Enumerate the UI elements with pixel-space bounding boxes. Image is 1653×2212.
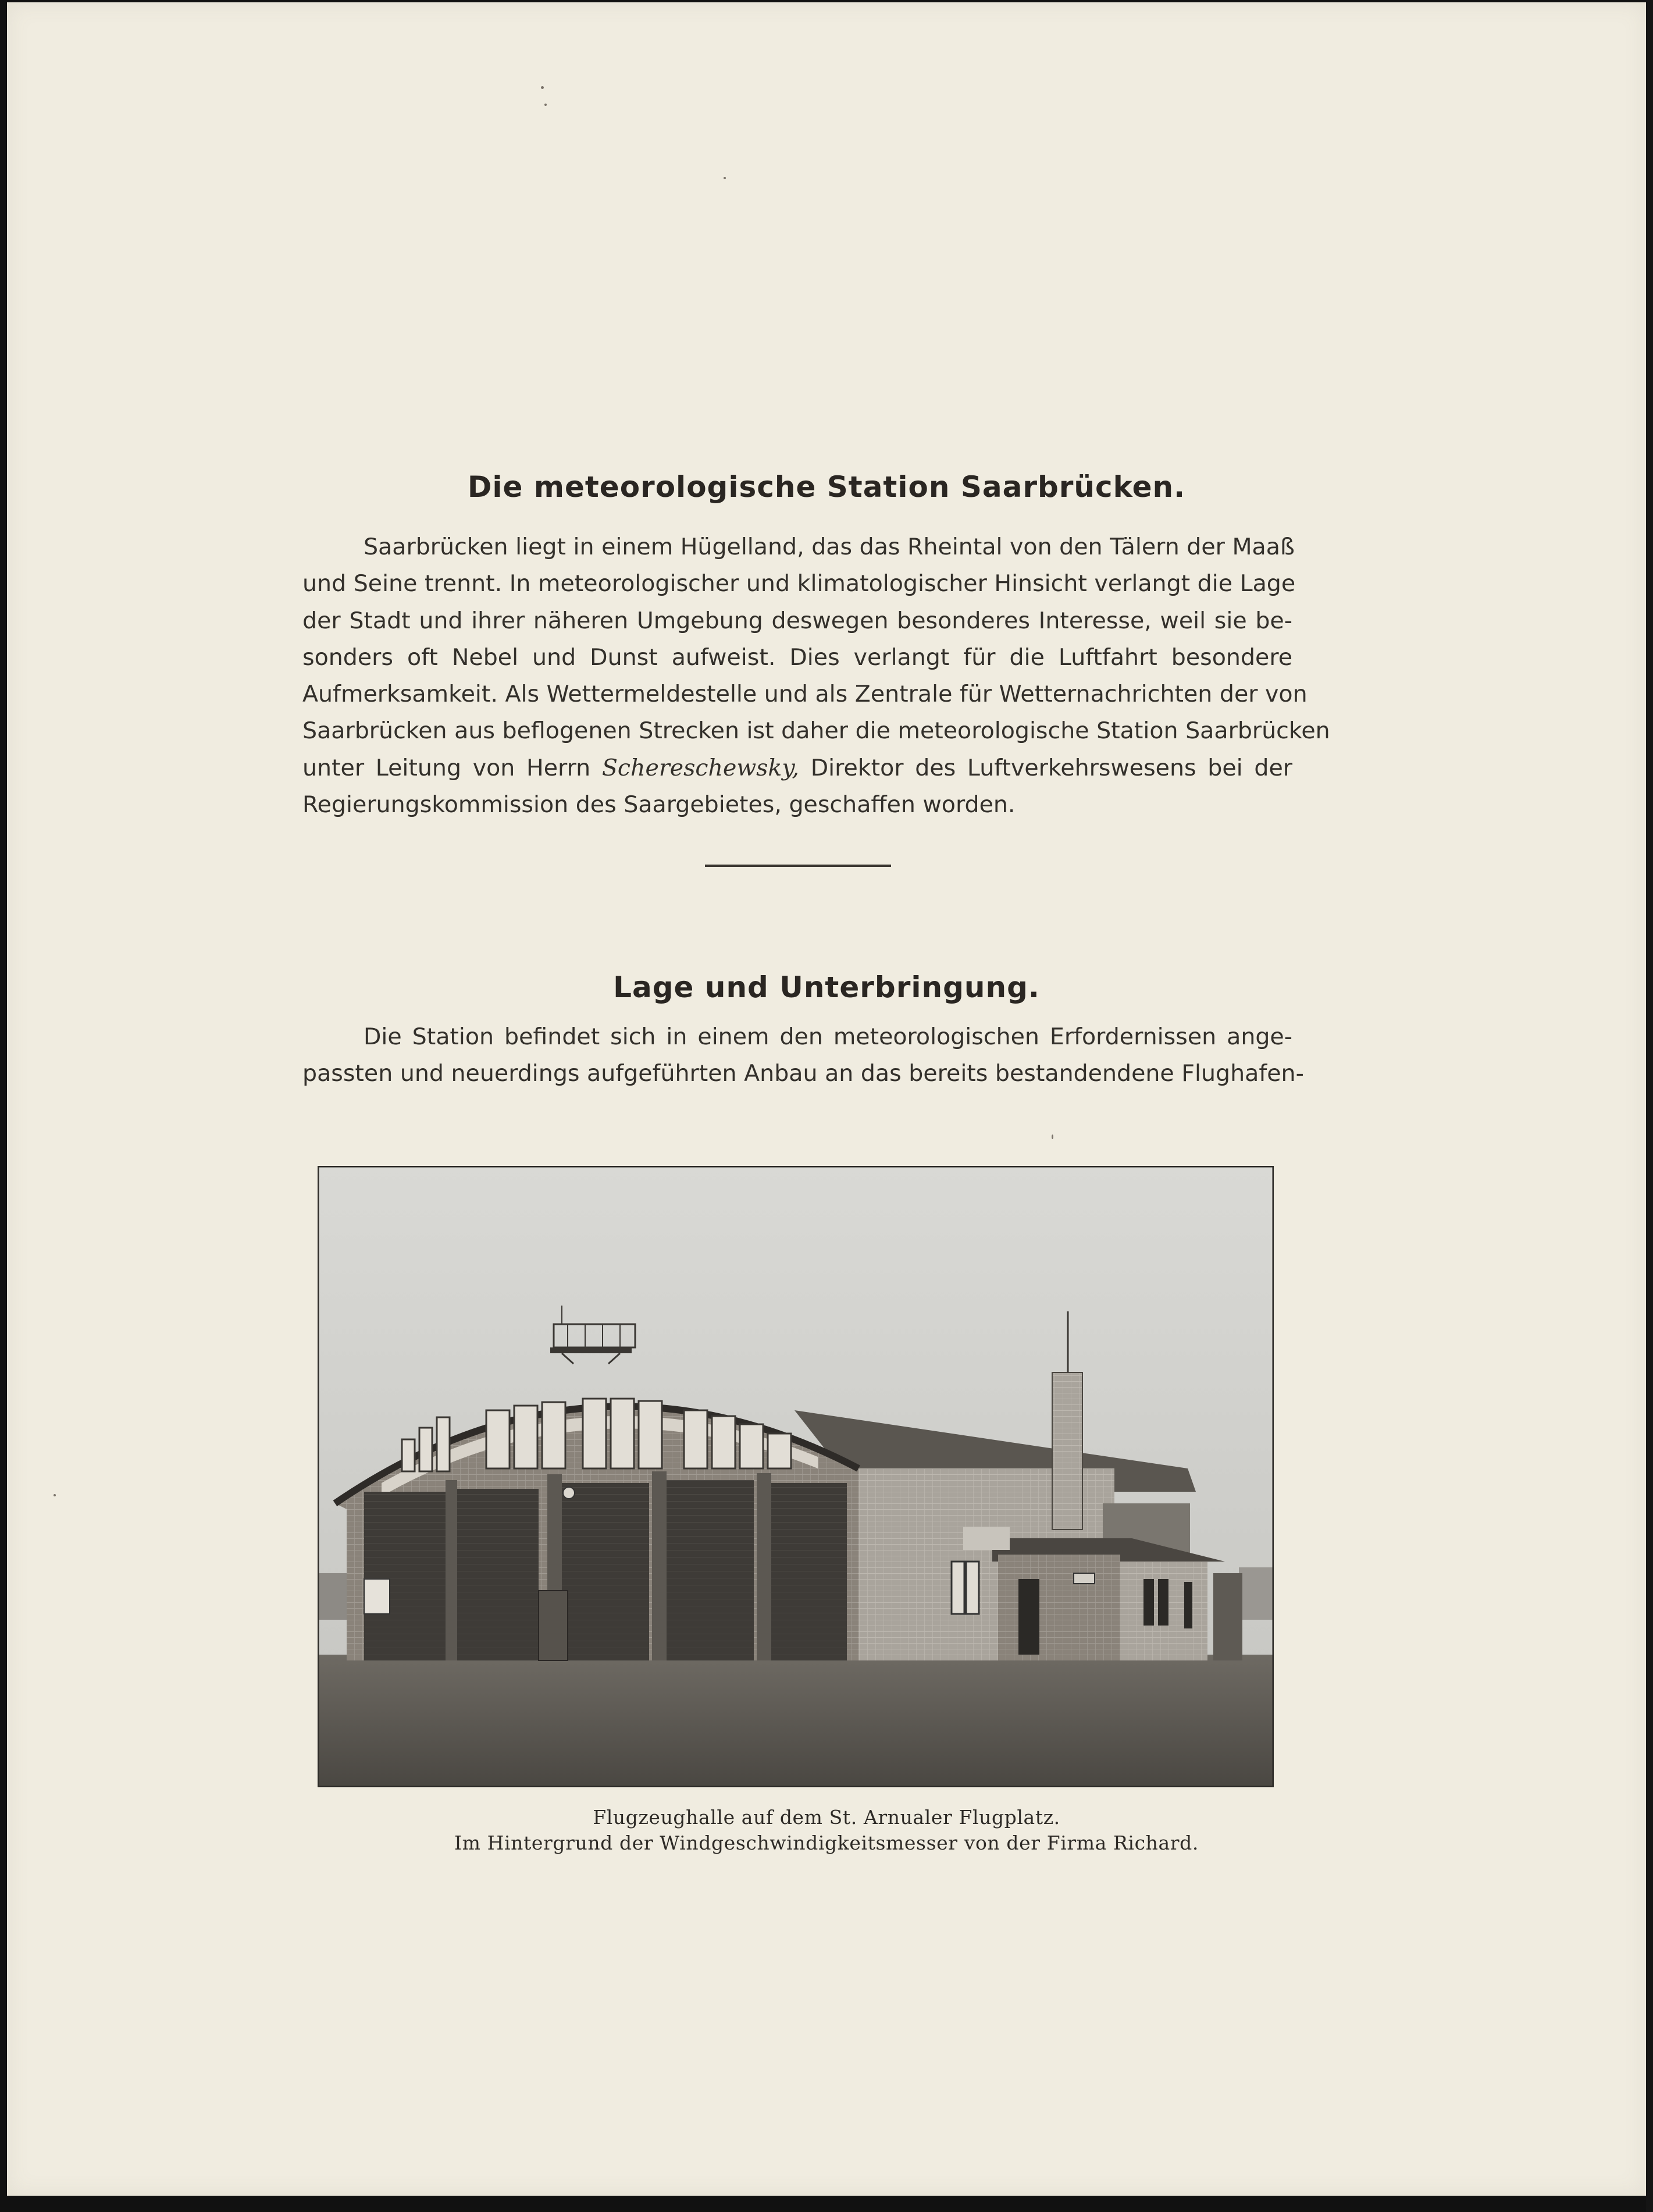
paragraph-location <box>302 1019 1304 1093</box>
text-line: passten und neuerdings aufgeführten Anbau an das bereits bestandendene Flughafen- <box>302 1060 1304 1087</box>
text-line: Die Station befindet sich in einem den meteorologischen Erfordernissen ange- <box>364 1023 1292 1050</box>
paper-speck <box>541 86 544 89</box>
section-title-station: Die meteorologische Station Saarbrücken. <box>467 470 1186 504</box>
wall-sign <box>364 1579 390 1614</box>
figure-caption-line-1: Flugzeughalle auf dem St. Arnualer Flugplatz. <box>593 1806 1060 1829</box>
paper-speck <box>544 104 547 106</box>
paper-speck <box>1052 1135 1053 1139</box>
text-line: der Stadt und ihrer näheren Umgebung deswegen besonderes Interesse, weil sie be- <box>302 607 1292 634</box>
text-line-director <box>302 750 1292 787</box>
section-title-location: Lage und Unterbringung. <box>613 970 1040 1004</box>
figure-caption-line-2: Im Hintergrund der Windgeschwindigkeitsmesser von der Firma Richard. <box>454 1832 1199 1854</box>
paragraph-station-intro <box>302 529 1330 823</box>
paper-speck <box>724 177 726 179</box>
wall-clock <box>563 1487 575 1499</box>
hangar-photograph <box>318 1166 1274 1787</box>
text-line: sonders oft Nebel und Dunst aufweist. Dies verlangt für die Luftfahrt besondere <box>302 643 1292 671</box>
side-windows <box>952 1562 979 1614</box>
text-line: Regierungskommission des Saargebietes, geschaffen worden. <box>302 791 1016 819</box>
hangar-doors <box>364 1471 847 1660</box>
text-line: Saarbrücken aus beflogenen Strecken ist daher die meteorologische Station Saarbrücken <box>302 717 1330 745</box>
scan-edge <box>1646 0 1653 2212</box>
text-fragment: Direktor des Luftverkehrswesens bei der <box>810 754 1292 781</box>
section-divider <box>705 865 891 867</box>
text-fragment: unter Leitung von Herrn <box>302 754 591 781</box>
document-page <box>7 2 1646 2196</box>
text-line: Aufmerksamkeit. Als Wettermeldestelle und als Zentrale für Wetternachrichten der von <box>302 681 1308 708</box>
paper-speck <box>54 1494 56 1496</box>
background-building <box>1239 1567 1274 1620</box>
ground <box>318 1655 1274 1787</box>
text-line: Saarbrücken liegt in einem Hügelland, das das Rheintal von den Tälern der Maaß <box>364 534 1295 560</box>
text-line: und Seine trennt. In meteorologischer und klimatologischer Hinsicht verlangt die Lage <box>302 570 1296 598</box>
person-name: Schereschewsky, <box>601 754 799 781</box>
